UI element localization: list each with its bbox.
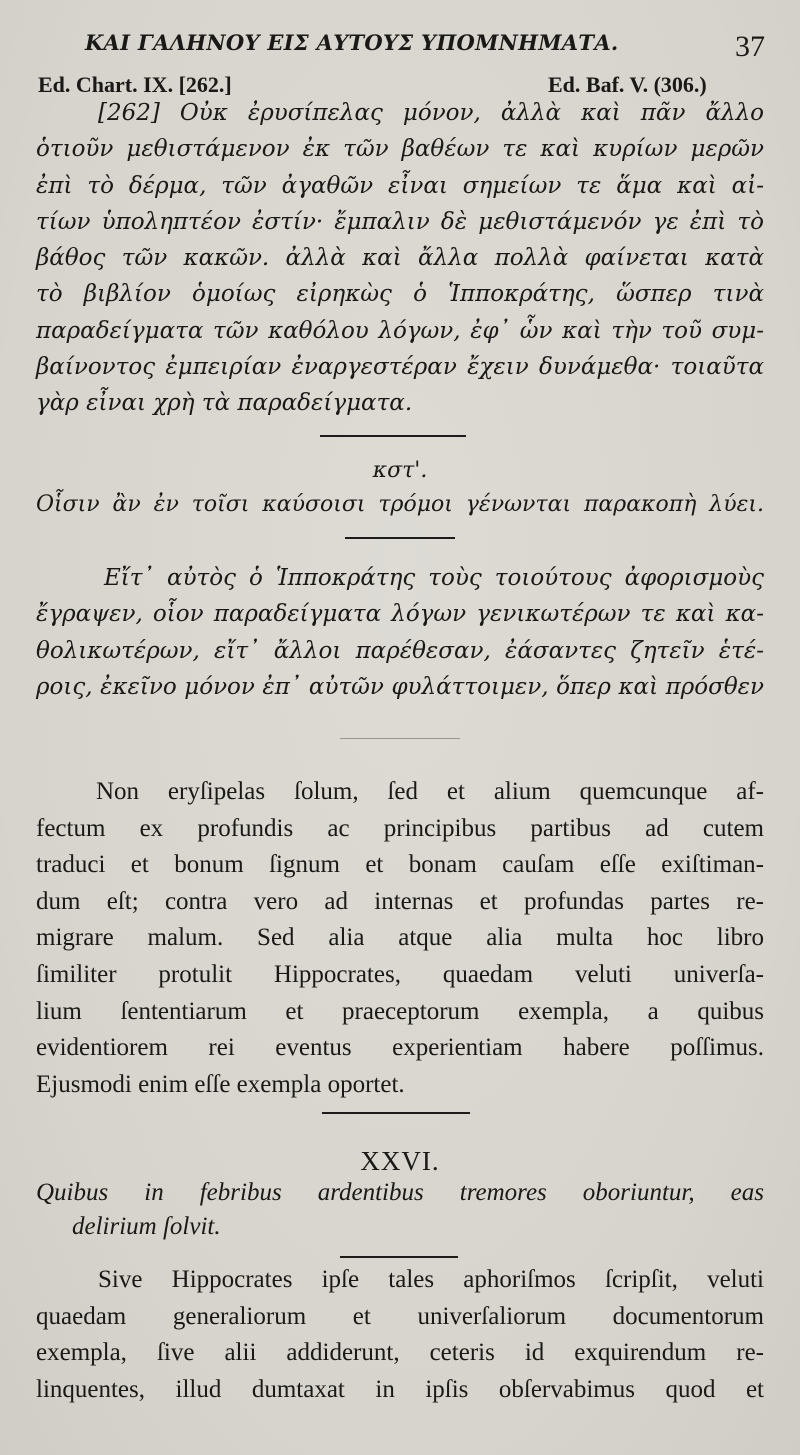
text-line: [262] Οὐκ ἐρυσίπελας μόνον, ἀλλὰ καὶ πᾶν ἄλλο: [98, 100, 764, 126]
page-number: 37: [735, 30, 765, 63]
text-line: ſimiliter protulit Hippocrates, quaedam veluti univerſa-: [36, 960, 764, 988]
text-line: exempla, ſive alii addiderunt, ceteris id exquirendum re-: [36, 1339, 764, 1367]
text-line: quaedam generaliorum et univerſaliorum documentorum: [36, 1302, 764, 1330]
section-divider: [320, 435, 466, 437]
text-line: Εἴτ᾽ αὐτὸς ὁ Ἱπποκράτης τοὺς τοιούτους ἀφορισμοὺς: [104, 565, 764, 591]
edition-reference-right: Ed. Baf. V. (306.): [548, 72, 707, 97]
text-line: linquentes, illud dumtaxat in ipſis obſervabimus quod et: [36, 1375, 764, 1403]
text-line: γὰρ εἶναι χρὴ τὰ παραδείγματα.: [36, 390, 413, 417]
greek-aphorism-text: Οἷσιν ἂν ἐν τοῖσι καύσοισι τρόμοι γένωνται παρακοπὴ λύει.: [36, 492, 764, 517]
edition-reference-left: Ed. Chart. IX. [262.]: [38, 72, 232, 97]
text-line: παραδείγματα τῶν καθόλου λόγων, ἐφ᾽ ὧν καὶ τὴν τοῦ συμ-: [36, 317, 764, 344]
text-line: fectum ex profundis ac principibus partibus ad cutem: [36, 814, 764, 842]
text-line: βάθος τῶν κακῶν. ἀλλὰ καὶ ἄλλα πολλὰ φαίνεται κατὰ: [36, 245, 764, 272]
text-line: dum eſt; contra vero ad internas et profundas partes re-: [36, 887, 764, 915]
text-line: ἔγραψεν, οἷον παραδείγματα λόγων γενικωτέρων τε καὶ κα-: [36, 601, 764, 628]
text-line: Sive Hippocrates ipſe tales aphoriſmos ſcripſit, veluti: [98, 1266, 764, 1293]
text-line: ὁτιοῦν μεθιστάμενον ἐκ τῶν βαθέων τε καὶ κυρίων μερῶν: [36, 136, 764, 163]
section-divider: [340, 1256, 458, 1258]
latin-aphorism: [36, 1176, 764, 1244]
text-line: ροις, ἐκεῖνο μόνον ἐπ᾽ αὐτῶν φυλάττοιμεν, ὅπερ καὶ πρόσθεν: [36, 673, 764, 700]
text-line: τίων ὑποληπτέον ἐστίν· ἔμπαλιν δὲ μεθιστάμενόν γε ἐπὶ τὸ: [36, 208, 764, 235]
greek-aphorism-number: κστ'.: [372, 458, 428, 483]
text-line: evidentiorem rei eventus experientiam habere poſſimus.: [36, 1034, 764, 1062]
latin-commentary-continued: [36, 1262, 764, 1408]
text-line: traduci et bonum ſignum et bonam cauſam eſſe exiſtiman-: [36, 851, 764, 879]
latin-aphorism-number: XXVI.: [360, 1146, 440, 1176]
text-line: Ejusmodi enim eſſe exempla oportet.: [36, 1070, 405, 1098]
running-head: ΚΑΙ ΓΑΛΗΝΟΥ ΕΙΣ ΑΥΤΟΥΣ ΥΠΟΜΝΗΜΑΤΑ.: [85, 30, 619, 55]
text-line: Non eryſipelas ſolum, ſed et alium quemcunque af-: [96, 778, 764, 805]
text-line: ἐπὶ τὸ δέρμα, τῶν ἀγαθῶν εἶναι σημείων τε ἅμα καὶ αἰ-: [36, 172, 764, 199]
text-line: τὸ βιβλίον ὁμοίως εἰρηκὼς ὁ Ἱπποκράτης, ὥσπερ τινὰ: [36, 281, 764, 308]
column-divider: [340, 738, 460, 739]
latin-commentary: [36, 774, 764, 1103]
latin-aphorism-line: delirium ſolvit.: [72, 1213, 221, 1240]
text-line: migrare malum. Sed alia atque alia multa hoc libro: [36, 924, 764, 952]
latin-aphorism-line: Quibus in febribus ardentibus tremores oboriuntur, eas: [36, 1179, 764, 1206]
text-line: lium ſententiarum et praeceptorum exempla, a quibus: [36, 997, 764, 1025]
text-line: βαίνοντος ἐμπειρίαν ἐναργεστέραν ἔχειν δυνάμεθα· τοιαῦτα: [36, 354, 764, 381]
greek-commentary: [36, 95, 764, 422]
text-line: θολικωτέρων, εἴτ᾽ ἄλλοι παρέθεσαν, ἐάσαντες ζητεῖν ἑτέ-: [36, 637, 764, 664]
section-divider: [345, 537, 455, 539]
section-divider: [322, 1112, 470, 1114]
greek-commentary-continued: [36, 560, 764, 705]
